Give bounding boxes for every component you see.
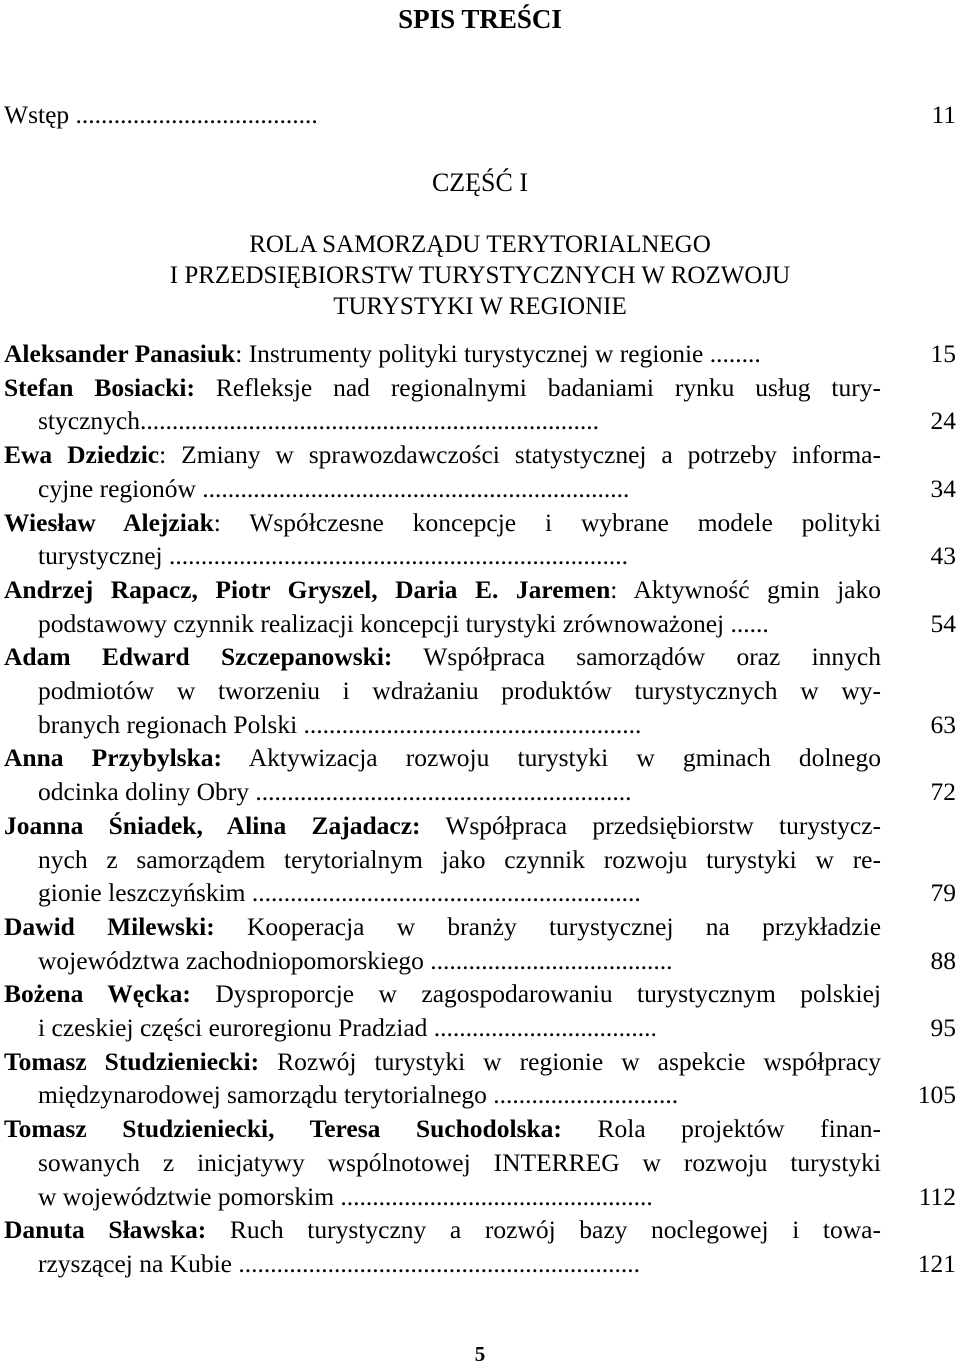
toc-entry-author: Stefan Bosiacki: <box>4 372 195 402</box>
toc-entry-first-line <box>4 372 881 402</box>
part-heading-line-2: I PRZEDSIĘBIORSTW TURYSTYCZNYCH W ROZWOJU <box>169 262 791 289</box>
toc-entry-page-number: 105 <box>917 1080 956 1110</box>
toc-entry-title: Ruch turystyczny a rozwój bazy noclegowej i towa- <box>229 1215 881 1245</box>
toc-entry-first-line <box>4 442 881 468</box>
toc-entry-title: rzyszącej na Kubie ............................................................... <box>38 1248 640 1278</box>
toc-entry-author: Danuta Sławska: <box>4 1215 207 1245</box>
toc-entry-first-line <box>4 507 882 537</box>
toc-entry-title: Zmiany w sprawozdawczości statystycznej a potrzeby informa- <box>181 440 881 470</box>
toc-entry-author: Andrzej Rapacz, Piotr Gryszel, Daria E. Jaremen <box>4 574 611 604</box>
toc-entry-title: Instrumenty polityki turystycznej w regionie ........ <box>248 339 761 368</box>
page-title: SPIS TREŚCI <box>398 4 562 34</box>
intro-label: Wstęp <box>4 100 70 129</box>
toc-entry-separator <box>222 743 249 772</box>
toc-entry-author: Aleksander Panasiuk <box>4 339 236 368</box>
toc-entry-separator: : <box>235 339 249 368</box>
toc-entry-continuation-line <box>38 608 769 638</box>
intro-dots: ...................................... <box>69 100 318 129</box>
toc-entry-title: Dysproporcje w zagospodarowaniu turystycznym polskiej <box>215 979 881 1009</box>
toc-entry-title: Współpraca samorządów oraz innych <box>423 642 881 672</box>
toc-entry-author: Tomasz Studzieniecki, Teresa Suchodolska: <box>4 1114 562 1144</box>
toc-entry-title: gionie leszczyńskim ............................................................. <box>38 878 641 908</box>
toc-entry-author: Anna Przybylska: <box>4 743 223 773</box>
toc-entry-title: nych z samorządem terytorialnym jako czynnik rozwoju turystyki w re- <box>38 844 881 874</box>
toc-entry-separator <box>191 979 215 1008</box>
toc-entry-first-line <box>4 644 881 670</box>
page-number: 5 <box>474 1342 486 1366</box>
toc-entry-page-number: 79 <box>930 878 956 908</box>
toc-entry-author: Adam Edward Szczepanowski: <box>4 642 393 672</box>
toc-entry-page-number: 15 <box>930 339 956 368</box>
toc-entry-page-number: 112 <box>918 1181 956 1211</box>
toc-entry-title: Rola projektów finan- <box>597 1114 882 1144</box>
toc-entry-separator <box>259 1047 277 1076</box>
toc-entry-continuation-line <box>38 1181 653 1211</box>
toc-entry-continuation-line <box>38 408 599 434</box>
toc-intro-text <box>4 102 318 128</box>
toc-entry-title: i czeskiej części euroregionu Pradziad ................................... <box>38 1013 657 1042</box>
toc-entry-first-line <box>4 745 881 771</box>
toc-entry-continuation-line <box>38 844 881 874</box>
toc-entry-author: Ewa Dziedzic <box>4 440 160 470</box>
toc-entry-title: w województwie pomorskim ................................................. <box>38 1181 653 1211</box>
toc-entry-title: branych regionach Polski ..................................................... <box>38 709 642 739</box>
part-heading-line-1: ROLA SAMORZĄDU TERYTORIALNEGO <box>249 231 711 258</box>
toc-entry-continuation-line <box>38 945 673 975</box>
toc-entry-title: cyjne regionów ................................................................... <box>38 473 630 503</box>
toc-entry-continuation-line <box>38 1082 678 1108</box>
part-title: CZĘŚĆ I <box>431 168 529 197</box>
toc-entry-title: podmiotów w tworzeniu i wdrażaniu produktów turystycznych w wy- <box>38 676 881 705</box>
toc-entry-continuation-line <box>38 473 630 503</box>
toc-entry-page-number: 72 <box>930 777 956 807</box>
toc-entry-first-line <box>4 574 881 604</box>
toc-entry-title: międzynarodowej samorządu terytorialnego ............................. <box>38 1080 679 1110</box>
toc-entry-title: sowanych z inicjatywy wspólnotowej INTERREG w rozwoju turystyki <box>38 1147 881 1177</box>
toc-entry-title: podstawowy czynnik realizacji koncepcji turystyki zrównoważonej ...... <box>38 608 769 638</box>
toc-entry-separator <box>206 1215 230 1244</box>
toc-entry-first-line <box>4 1116 881 1142</box>
toc-entry-page-number: 95 <box>930 1013 956 1042</box>
toc-entry-continuation-line <box>38 779 632 805</box>
toc-entry-author: Wiesław Alejziak <box>4 507 214 537</box>
toc-entry-title: Rozwój turystyki w regionie w aspekcie współpracy <box>277 1046 881 1076</box>
toc-entry-page-number: 34 <box>930 473 956 503</box>
toc-entry-continuation-line <box>38 709 642 739</box>
toc-entry-continuation-line <box>38 880 641 906</box>
toc-entry-separator <box>562 1114 598 1143</box>
toc-entry-first-line <box>4 981 881 1007</box>
toc-entry-author: Bożena Węcka: <box>4 979 191 1009</box>
toc-entry-first-line <box>4 1046 881 1076</box>
toc-entry-first-line <box>4 1217 881 1243</box>
toc-entry-title: odcinka doliny Obry ........................................................... <box>38 777 632 807</box>
toc-entry-title: Współpraca przedsiębiorstw turystycz- <box>445 810 881 840</box>
toc-entry-title: Refleksje nad regionalnymi badaniami rynku usług tury- <box>215 372 881 402</box>
intro-page-number: 11 <box>931 100 956 129</box>
toc-entry-continuation-line <box>38 1015 657 1041</box>
toc-entry-first-line <box>4 911 882 941</box>
toc-entry-separator: : <box>159 440 182 470</box>
toc-entry-separator <box>421 811 446 840</box>
toc-entry-continuation-line <box>38 678 881 704</box>
toc-entry-page-number: 43 <box>930 541 956 571</box>
toc-entry-author: Tomasz Studzieniecki: <box>4 1046 260 1076</box>
toc-entry-separator <box>215 912 247 941</box>
toc-entry-title: turystycznej ........................................................................ <box>38 541 628 571</box>
toc-entry-title: Aktywność gmin jako <box>633 574 881 604</box>
toc-entry-page-number: 54 <box>930 608 956 638</box>
toc-entry-title: stycznych........................................................................ <box>38 406 599 436</box>
toc-entry-page-number: 121 <box>917 1248 956 1278</box>
toc-entry-title: Kooperacja w branży turystycznej na przykładzie <box>246 911 882 941</box>
toc-entry-separator <box>195 373 216 402</box>
toc-entry-separator: : <box>610 574 634 604</box>
toc-entry-first-line <box>4 810 881 840</box>
part-heading-line-3: TURYSTYKI W REGIONIE <box>333 293 627 320</box>
toc-entry-continuation-line <box>38 543 628 569</box>
toc-entry-title: województwa zachodniopomorskiego ...................................... <box>38 945 673 975</box>
toc-entry-continuation-line <box>38 1248 640 1278</box>
toc-entry-title: Współczesne koncepcje i wybrane modele polityki <box>249 507 882 537</box>
toc-entry-continuation-line <box>38 1147 881 1177</box>
toc-entry-author: Dawid Milewski: <box>4 911 215 941</box>
toc-entry-page-number: 24 <box>930 406 956 436</box>
toc-entry-title: Aktywizacja rozwoju turystyki w gminach dolnego <box>248 743 881 773</box>
toc-entry-first-line <box>4 341 761 367</box>
toc-entry-page-number: 88 <box>930 945 956 975</box>
toc-entry-separator: : <box>213 507 250 537</box>
toc-entry-author: Joanna Śniadek, Alina Zajadacz: <box>4 810 421 840</box>
toc-entry-separator <box>392 642 423 671</box>
toc-entry-page-number: 63 <box>930 709 956 739</box>
